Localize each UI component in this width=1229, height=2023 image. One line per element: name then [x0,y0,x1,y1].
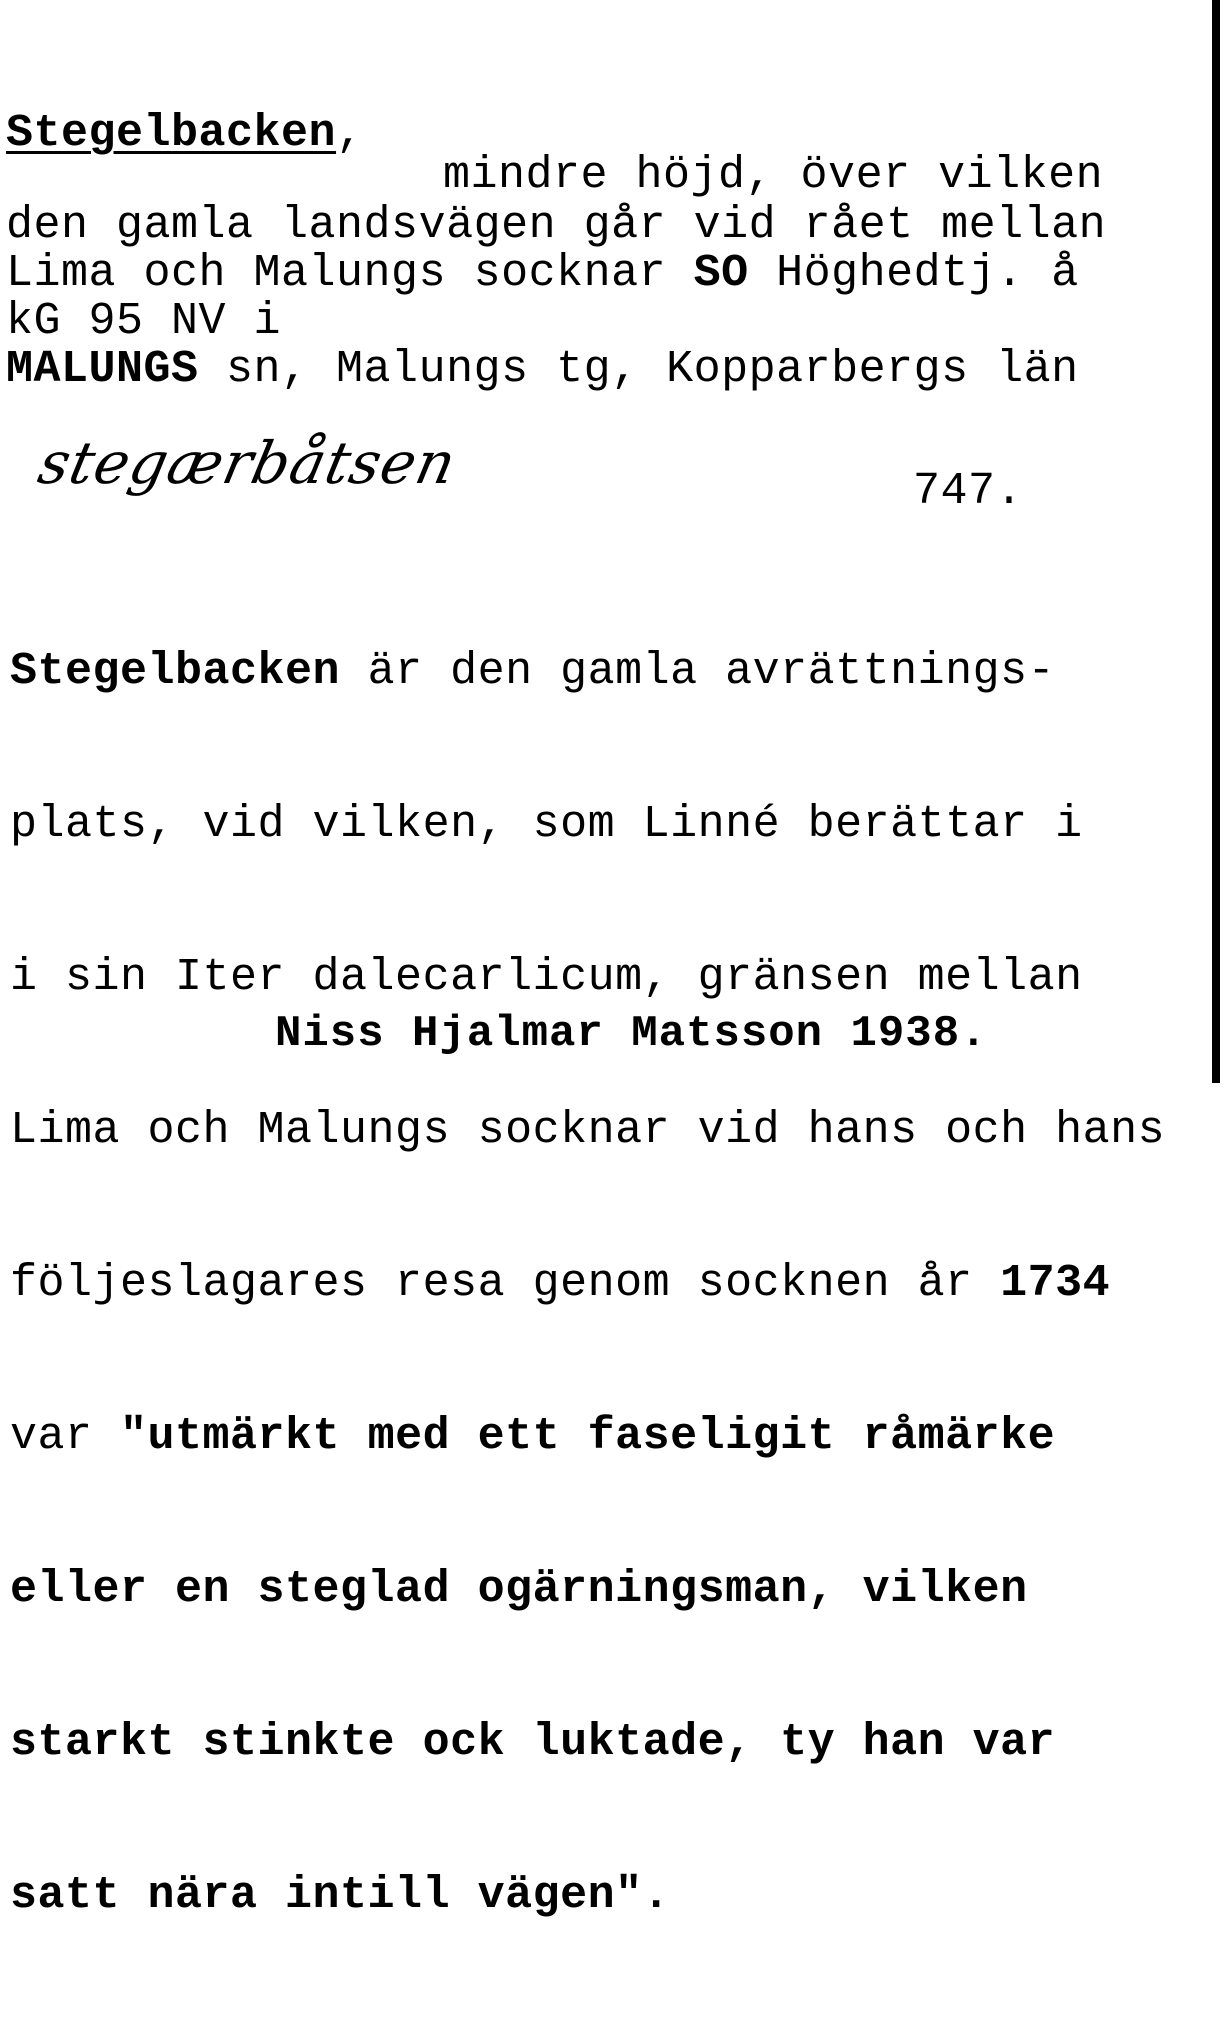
description-line-2: den gamla landsvägen går vid rået mellan [6,200,1107,251]
description-line-3-start: Lima och Malungs socknar [6,248,694,299]
headword: Stegelbacken [6,108,337,159]
body-line-3: i sin Iter dalecarlicum, gränsen mellan [10,952,1083,1003]
body-line-4: Lima och Malungs socknar vid hans och hans [10,1105,1166,1156]
parish-name: MALUNGS [6,344,199,395]
description-line-1: mindre höjd, över vilken [443,150,1104,201]
body-headword: Stegelbacken [10,646,341,697]
card-edge-line [1212,0,1220,1083]
body-quote-start: "utmärkt med ett faseligit råmärke [120,1411,1056,1462]
body-line-6 [10,1411,1165,1462]
body-line-1 [10,646,1165,697]
headword-punctuation: , [336,108,364,159]
body-line-6-start: var [10,1411,121,1462]
signature: Niss Hjalmar Matsson 1938. [275,1009,988,1059]
direction-abbrev: SO [693,248,749,299]
parish-rest: sn, Malungs tg, Kopparbergs län [198,344,1079,395]
body-line-7: eller en steglad ogärningsman, vilken [10,1564,1028,1615]
body-line-2: plats, vid vilken, som Linné berättar i [10,799,1083,850]
card-number: 747. [913,466,1024,517]
body-line-5-start: följeslagares resa genom socknen år [10,1258,1001,1309]
map-reference: kG 95 NV i [6,296,282,347]
body-line-9: satt nära intill vägen". [10,1870,671,1921]
body-line-1-rest: är den gamla avrättnings- [340,646,1056,697]
description-line-3 [6,248,1079,300]
headword-line [6,108,364,160]
body-line-5 [10,1258,1165,1309]
description-line-3-end: Höghedtj. å [748,248,1079,299]
body-year: 1734 [1000,1258,1111,1309]
parish-line [6,344,1079,396]
body-text [10,544,1165,2023]
handwritten-form: stegærbåtsen [32,429,463,497]
body-line-8: starkt stinkte ock luktade, ty han var [10,1717,1056,1768]
